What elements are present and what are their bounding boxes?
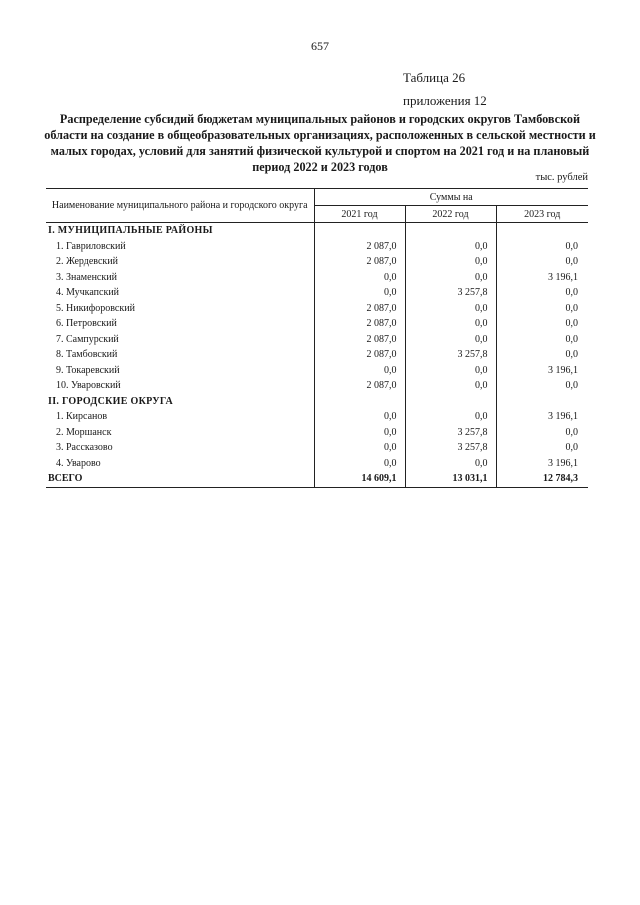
value-2022: 0,0 xyxy=(405,363,496,379)
row-name: 1. Кирсанов xyxy=(46,409,314,425)
column-header-sums: Суммы на xyxy=(314,189,588,206)
value-2021: 2 087,0 xyxy=(314,347,405,363)
table-row xyxy=(46,409,588,425)
row-name: 7. Сампурский xyxy=(46,332,314,348)
row-name: 4. Мучкапский xyxy=(46,285,314,301)
value-2023: 0,0 xyxy=(565,256,579,268)
value-2021: 0,0 xyxy=(314,409,405,425)
value-2022: 0,0 xyxy=(405,409,496,425)
page-number: 657 xyxy=(311,39,329,53)
section-title: I. МУНИЦИПАЛЬНЫЕ РАЙОНЫ xyxy=(46,223,314,239)
row-name: 5. Никифоровский xyxy=(46,301,314,317)
value-2021: 0,0 xyxy=(314,440,405,456)
value-2022: 0,0 xyxy=(405,378,496,394)
value-2021: 2 087,0 xyxy=(314,254,405,270)
table-row xyxy=(46,456,588,472)
column-header-year-2023: 2023 год xyxy=(496,206,588,223)
value-2022: 3 257,8 xyxy=(405,347,496,363)
column-header-year-2022: 2022 год xyxy=(405,206,496,223)
table-row xyxy=(46,285,588,301)
table-body xyxy=(46,223,588,488)
table-row xyxy=(46,425,588,441)
value-2021: 2 087,0 xyxy=(314,378,405,394)
value-2023: 0,0 xyxy=(565,240,579,252)
value-2021: 0,0 xyxy=(314,425,405,441)
row-name: 3. Знаменский xyxy=(46,270,314,286)
document-title: Распределение субсидий бюджетам муниципальных районов и городских округов Тамбовской области на создание в общеобразовательных организациях, расположенных в сельской местности и малых городах, условий для занятий физической культурой и спортом на 2021 год и на плановый период 2022 и 2023 годов xyxy=(44,112,596,174)
table-row xyxy=(46,332,588,348)
value-2021: 0,0 xyxy=(314,363,405,379)
row-name: 2. Жердевский xyxy=(46,254,314,270)
annex-label: приложения 12 xyxy=(403,93,487,108)
table-row xyxy=(46,378,588,394)
table-row xyxy=(46,301,588,317)
value-2023: 0,0 xyxy=(565,349,579,361)
row-name: 4. Уварово xyxy=(46,456,314,472)
value-2021: 0,0 xyxy=(314,270,405,286)
total-2021: 14 609,1 xyxy=(314,471,405,487)
value-2021: 0,0 xyxy=(314,285,405,301)
row-name: 9. Токаревский xyxy=(46,363,314,379)
row-name: 3. Рассказово xyxy=(46,440,314,456)
table-row xyxy=(46,270,588,286)
value-2023: 0,0 xyxy=(565,333,579,345)
section-title: II. ГОРОДСКИЕ ОКРУГА xyxy=(46,394,314,410)
value-2021: 2 087,0 xyxy=(314,332,405,348)
table-row xyxy=(46,316,588,332)
value-2022: 0,0 xyxy=(405,301,496,317)
table-row xyxy=(46,347,588,363)
total-label: ВСЕГО xyxy=(46,471,314,487)
value-2022: 3 257,8 xyxy=(405,425,496,441)
table-row xyxy=(46,254,588,270)
value-2023: 3 196,1 xyxy=(548,457,579,469)
value-2022: 0,0 xyxy=(405,316,496,332)
table-row xyxy=(46,363,588,379)
row-name: 6. Петровский xyxy=(46,316,314,332)
value-2023: 0,0 xyxy=(565,426,579,438)
row-name: 2. Моршанск xyxy=(46,425,314,441)
value-2023: 0,0 xyxy=(565,302,579,314)
table-row xyxy=(46,239,588,255)
column-header-year-2021: 2021 год xyxy=(314,206,405,223)
value-2022: 3 257,8 xyxy=(405,440,496,456)
column-header-name: Наименование муниципального района и городского округа xyxy=(46,189,314,223)
value-2023: 0,0 xyxy=(565,380,579,392)
row-name: 10. Уваровский xyxy=(46,378,314,394)
value-2021: 2 087,0 xyxy=(314,316,405,332)
value-2022: 0,0 xyxy=(405,254,496,270)
value-2022: 0,0 xyxy=(405,332,496,348)
subsidy-table xyxy=(46,188,588,488)
units-label: тыс. рублей xyxy=(535,172,588,183)
total-2023: 12 784,3 xyxy=(496,471,588,487)
section-row xyxy=(46,223,588,239)
total-row xyxy=(46,471,588,487)
value-2023: 0,0 xyxy=(565,318,579,330)
table-label: Таблица 26 xyxy=(403,70,466,85)
table-row xyxy=(46,440,588,456)
section-row xyxy=(46,394,588,410)
value-2022: 0,0 xyxy=(405,456,496,472)
row-name: 8. Тамбовский xyxy=(46,347,314,363)
total-2022: 13 031,1 xyxy=(405,471,496,487)
value-2023: 0,0 xyxy=(565,287,579,299)
value-2021: 0,0 xyxy=(314,456,405,472)
value-2021: 2 087,0 xyxy=(314,301,405,317)
value-2022: 0,0 xyxy=(405,239,496,255)
value-2021: 2 087,0 xyxy=(314,239,405,255)
value-2023: 3 196,1 xyxy=(548,271,579,283)
value-2022: 3 257,8 xyxy=(405,285,496,301)
value-2023: 3 196,1 xyxy=(548,411,579,423)
value-2022: 0,0 xyxy=(405,270,496,286)
value-2023: 0,0 xyxy=(565,442,579,454)
value-2023: 3 196,1 xyxy=(548,364,579,376)
row-name: 1. Гавриловский xyxy=(46,239,314,255)
